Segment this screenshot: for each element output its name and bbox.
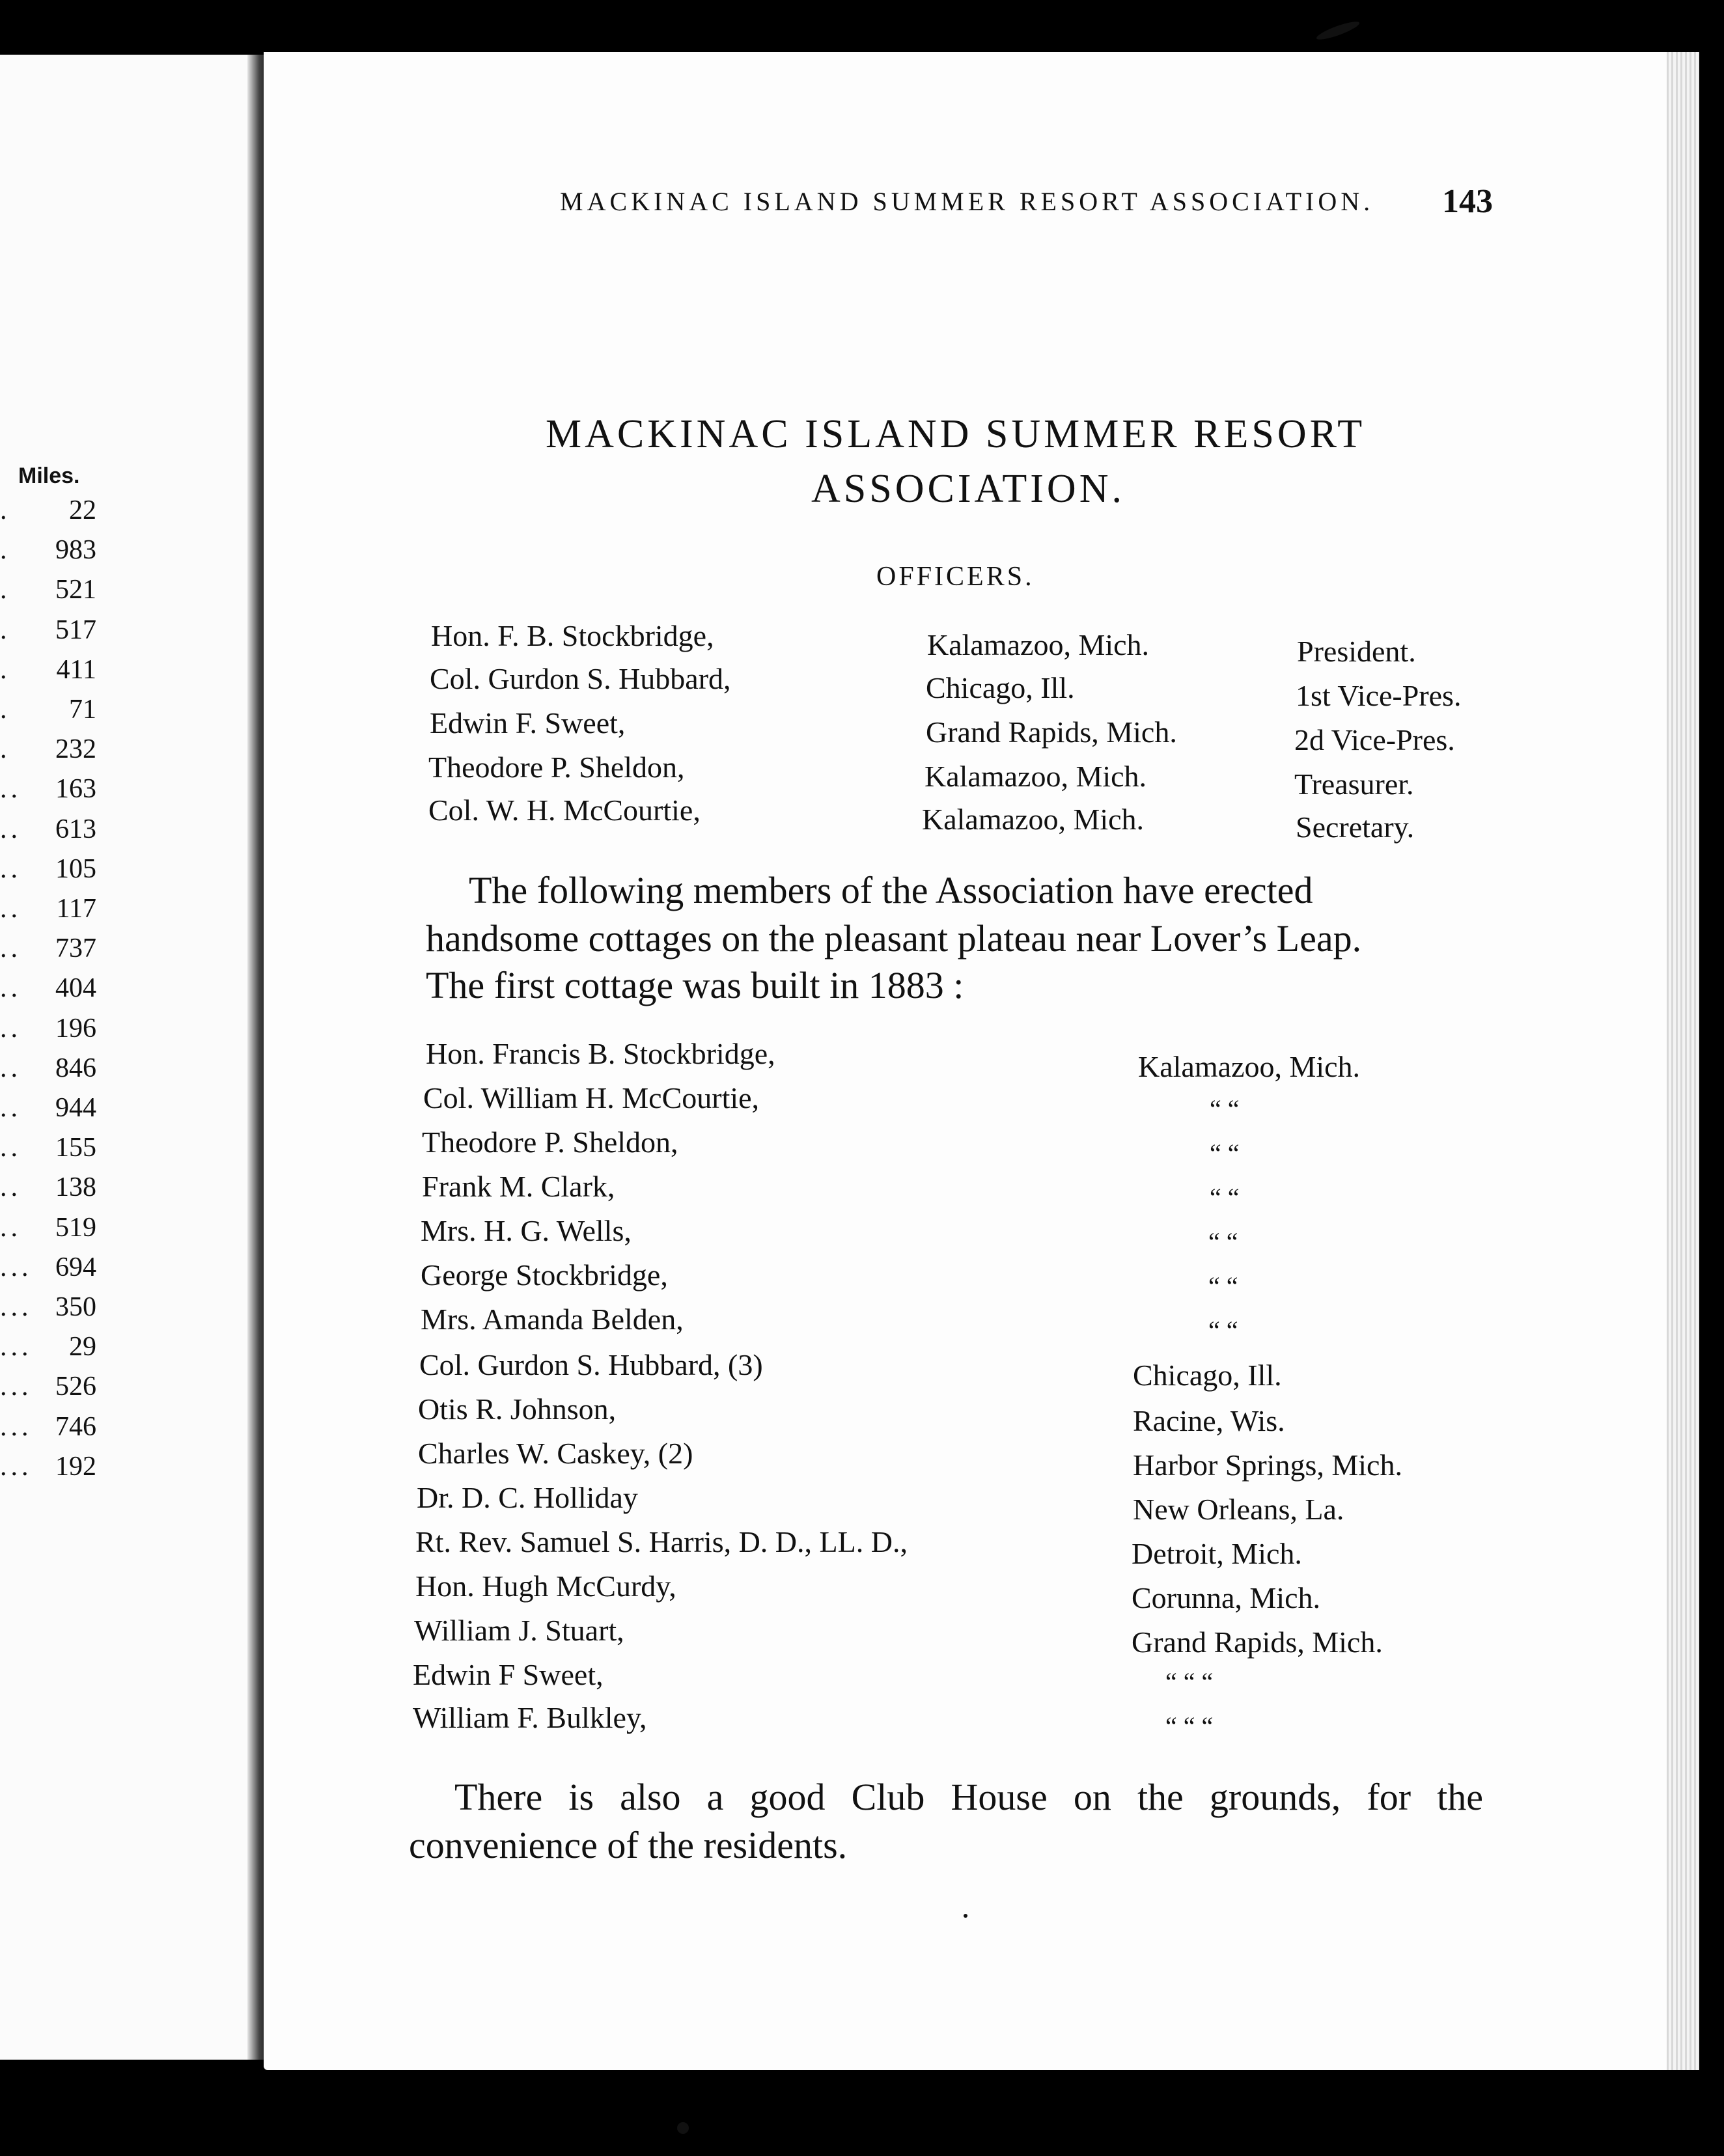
- miles-value: 117: [56, 894, 96, 924]
- miles-value: 983: [55, 535, 96, 566]
- miles-value: 71: [69, 695, 96, 725]
- paragraph-2: There is also a good Club House on the grounds, for the convenience of the residents.: [409, 1776, 1483, 1866]
- officer-name: Col. W. H. McCourtie,: [428, 794, 701, 827]
- leader-dots: ..: [0, 853, 21, 884]
- officer-place: Chicago, Ill.: [926, 671, 1075, 704]
- leader-dots: .: [0, 495, 11, 525]
- officer-name: Theodore P. Sheldon,: [428, 751, 685, 784]
- scan-speck: [1315, 18, 1361, 42]
- leader-dots: ...: [0, 1372, 33, 1402]
- miles-value: 138: [55, 1172, 96, 1203]
- miles-value: 746: [55, 1411, 96, 1442]
- miles-value: 192: [55, 1451, 96, 1482]
- leader-dots: ...: [0, 1252, 33, 1282]
- leader-dots: .: [0, 695, 11, 725]
- miles-value: 163: [55, 774, 96, 805]
- officer-title: Treasurer.: [1294, 767, 1414, 801]
- leader-dots: ..: [0, 1013, 21, 1043]
- leader-dots: ..: [0, 1172, 21, 1203]
- member-name: Hon. Francis B. Stockbridge,: [426, 1037, 775, 1070]
- miles-row: [0, 1132, 130, 1171]
- paragraph-1-line-2: handsome cottages on the pleasant plateau near Lover’s Leap.: [426, 917, 1362, 960]
- miles-row: [0, 734, 130, 773]
- officer-title: 1st Vice-Pres.: [1296, 679, 1462, 712]
- miles-value: 526: [55, 1372, 96, 1402]
- leader-dots: ...: [0, 1292, 33, 1322]
- miles-value: 22: [69, 495, 96, 525]
- miles-value: 196: [55, 1013, 96, 1043]
- paragraph-1-line-3: The first cottage was built in 1883 :: [426, 964, 964, 1006]
- miles-row: [0, 1252, 130, 1291]
- leader-dots: ..: [0, 774, 21, 805]
- scan-speck: [677, 2122, 689, 2134]
- officer-place: Kalamazoo, Mich.: [925, 760, 1147, 793]
- leader-dots: ..: [0, 1053, 21, 1083]
- leader-dots: ..: [0, 814, 21, 844]
- member-name: Rt. Rev. Samuel S. Harris, D. D., LL. D.,: [415, 1525, 908, 1558]
- miles-row: [0, 1172, 130, 1211]
- page-edge: [1667, 52, 1699, 2070]
- leader-dots: ..: [0, 1133, 21, 1163]
- officer-name: Hon. F. B. Stockbridge,: [431, 619, 714, 652]
- miles-row: [0, 654, 130, 693]
- officer-place: Kalamazoo, Mich.: [927, 628, 1150, 661]
- miles-value: 404: [55, 973, 96, 1004]
- miles-row: [0, 694, 130, 733]
- miles-row: [0, 933, 130, 972]
- miles-column-header: Miles.: [18, 463, 80, 488]
- miles-value: 232: [55, 734, 96, 765]
- member-place-ditto: “ “ “: [1165, 1711, 1214, 1741]
- miles-row: [0, 1092, 130, 1131]
- member-name: George Stockbridge,: [421, 1258, 668, 1292]
- miles-row: [0, 495, 130, 534]
- paragraph-1-line-1: The following members of the Association have erected: [469, 869, 1313, 911]
- miles-row: [0, 1292, 130, 1331]
- member-place-ditto: “ “: [1210, 1139, 1240, 1168]
- member-name: Mrs. Amanda Belden,: [421, 1303, 684, 1336]
- member-name: Otis R. Johnson,: [418, 1392, 617, 1426]
- member-place: Kalamazoo, Mich.: [1138, 1050, 1361, 1083]
- leader-dots: ..: [0, 1212, 21, 1243]
- member-name: Hon. Hugh McCurdy,: [415, 1569, 676, 1603]
- member-place-ditto: “ “: [1208, 1271, 1238, 1301]
- member-name: Edwin F Sweet,: [413, 1658, 604, 1691]
- officer-title: Secretary.: [1296, 810, 1415, 844]
- miles-value: 694: [55, 1252, 96, 1282]
- miles-value: 29: [69, 1332, 96, 1362]
- member-name: Col. Gurdon S. Hubbard, (3): [419, 1348, 763, 1381]
- miles-value: 350: [55, 1292, 96, 1322]
- miles-row: [0, 1053, 130, 1092]
- member-place: Grand Rapids, Mich.: [1132, 1625, 1383, 1659]
- officers-heading: OFFICERS.: [876, 562, 1035, 592]
- miles-row: [0, 1212, 130, 1251]
- officer-name: Col. Gurdon S. Hubbard,: [430, 662, 731, 695]
- member-name: Mrs. H. G. Wells,: [421, 1214, 632, 1247]
- member-place-ditto: “ “ “: [1165, 1667, 1214, 1696]
- miles-value: 519: [55, 1212, 96, 1243]
- miles-value: 846: [55, 1053, 96, 1083]
- leader-dots: ...: [0, 1332, 33, 1362]
- leader-dots: .: [0, 535, 11, 566]
- member-place: Harbor Springs, Mich.: [1133, 1448, 1402, 1482]
- miles-row: [0, 615, 130, 654]
- member-place: Chicago, Ill.: [1133, 1359, 1282, 1392]
- member-place-ditto: “ “: [1210, 1094, 1240, 1124]
- miles-row: [0, 1371, 130, 1410]
- leader-dots: .: [0, 734, 11, 765]
- member-place: Corunna, Mich.: [1132, 1581, 1321, 1614]
- miles-row: [0, 574, 130, 613]
- member-place: New Orleans, La.: [1133, 1493, 1344, 1526]
- officer-name: Edwin F. Sweet,: [430, 706, 626, 739]
- leader-dots: ..: [0, 894, 21, 924]
- leader-dots: .: [0, 615, 11, 645]
- member-place-ditto: “ “: [1210, 1183, 1240, 1212]
- leader-dots: .: [0, 654, 11, 685]
- leader-dots: ..: [0, 973, 21, 1004]
- leader-dots: .: [0, 575, 11, 605]
- member-name: William J. Stuart,: [414, 1614, 624, 1647]
- officer-title: 2d Vice-Pres.: [1294, 723, 1455, 756]
- miles-value: 737: [55, 933, 96, 964]
- miles-row: [0, 814, 130, 853]
- miles-row: [0, 1411, 130, 1450]
- miles-value: 155: [55, 1133, 96, 1163]
- miles-row: [0, 1451, 130, 1490]
- miles-value: 613: [55, 814, 96, 844]
- miles-value: 411: [56, 654, 96, 685]
- officer-title: President.: [1297, 635, 1416, 668]
- miles-row: [0, 973, 130, 1012]
- page-title-line-1: MACKINAC ISLAND SUMMER RESORT: [546, 412, 1366, 456]
- leader-dots: ..: [0, 933, 21, 964]
- officer-place: Grand Rapids, Mich.: [926, 715, 1177, 749]
- page-number: 143: [1442, 183, 1493, 220]
- member-name: William F. Bulkley,: [413, 1701, 647, 1734]
- leader-dots: ...: [0, 1451, 33, 1482]
- officer-place: Kalamazoo, Mich.: [922, 803, 1145, 836]
- miles-row: [0, 853, 130, 892]
- miles-value: 105: [55, 853, 96, 884]
- page-title-line-2: ASSOCIATION.: [811, 467, 1125, 511]
- member-place: Racine, Wis.: [1133, 1404, 1285, 1437]
- member-place: Detroit, Mich.: [1132, 1537, 1302, 1570]
- member-name: Frank M. Clark,: [422, 1170, 615, 1203]
- member-name: Col. William H. McCourtie,: [423, 1081, 760, 1114]
- member-name: Charles W. Caskey, (2): [418, 1437, 693, 1470]
- leader-dots: ..: [0, 1093, 21, 1123]
- miles-row: [0, 1331, 130, 1370]
- miles-row: [0, 893, 130, 932]
- member-place-ditto: “ “: [1208, 1227, 1238, 1256]
- running-head: MACKINAC ISLAND SUMMER RESORT ASSOCIATION.: [560, 187, 1374, 216]
- miles-row: [0, 534, 130, 574]
- miles-row: [0, 773, 130, 812]
- member-name: Dr. D. C. Holliday: [417, 1481, 638, 1514]
- miles-value: 944: [55, 1093, 96, 1123]
- miles-value: 521: [55, 575, 96, 605]
- member-place-ditto: “ “: [1208, 1316, 1238, 1345]
- miles-value: 517: [55, 615, 96, 645]
- leader-dots: ...: [0, 1411, 33, 1442]
- scan-speck: [964, 1914, 967, 1918]
- member-name: Theodore P. Sheldon,: [422, 1126, 678, 1159]
- miles-row: [0, 1013, 130, 1052]
